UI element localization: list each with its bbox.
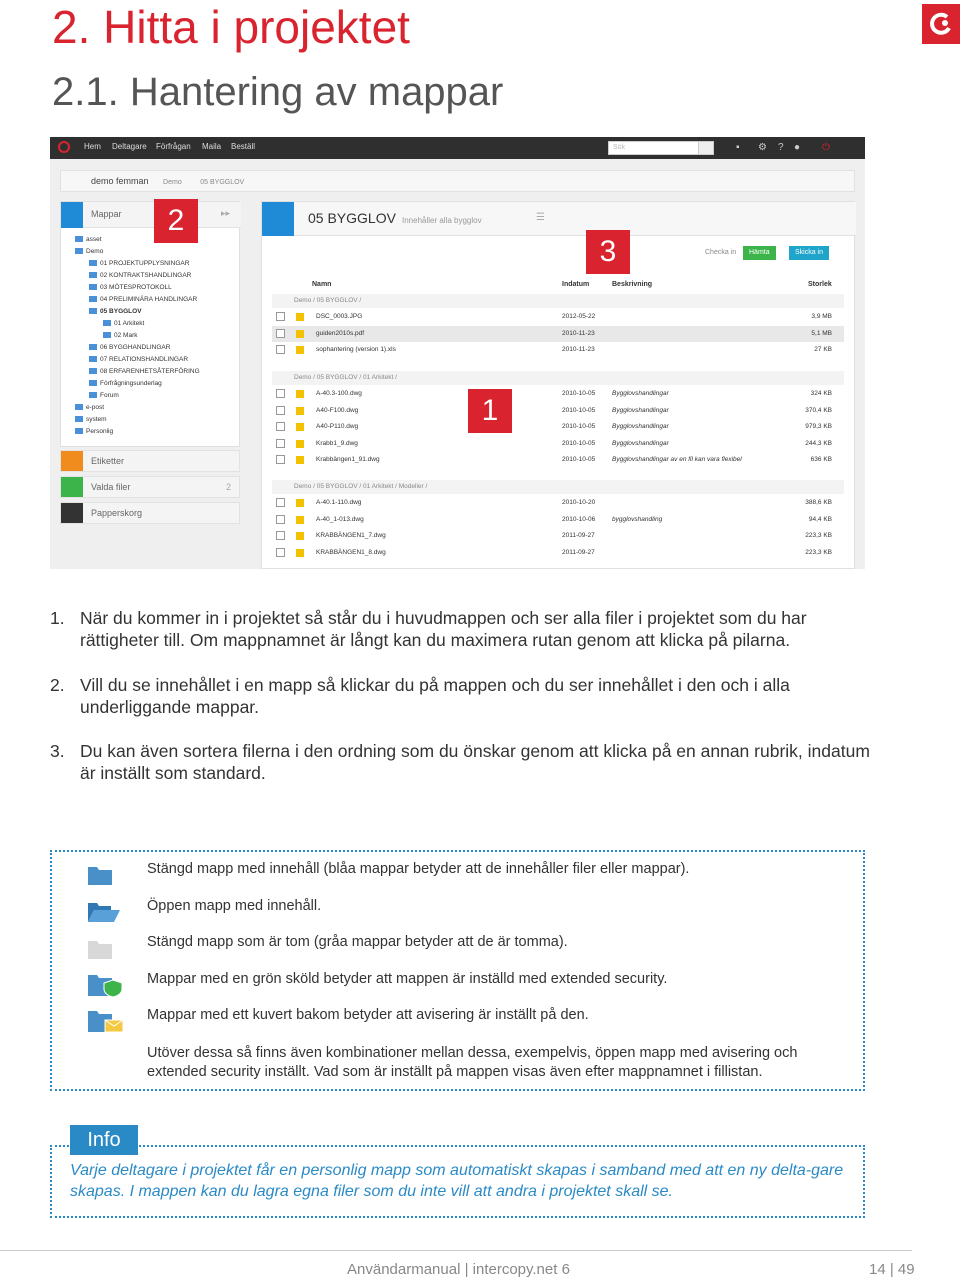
file-size: 388,6 KB — [805, 499, 832, 506]
column-indatum[interactable]: Indatum — [562, 281, 590, 288]
tree-item[interactable]: e-post — [75, 404, 104, 411]
file-name: KRABBÄNGEN1_7.dwg — [316, 532, 386, 539]
file-size: 223,3 KB — [805, 532, 832, 539]
folder-path[interactable]: Demo / 05 BYGGLOV / 01 Arkitekt / — [272, 371, 844, 385]
checkbox[interactable] — [276, 345, 285, 354]
file-name: A-40.3-100.dwg — [316, 390, 362, 397]
page-heading: 2. Hitta i projektet — [52, 1, 410, 53]
checkbox[interactable] — [276, 389, 285, 398]
breadcrumb-folder[interactable]: 05 BYGGLOV — [200, 179, 245, 186]
file-size: 244,3 KB — [805, 439, 832, 447]
checkbox[interactable] — [276, 439, 285, 448]
checkbox[interactable] — [276, 312, 285, 321]
file-icon — [296, 390, 304, 398]
file-date: 2010-10-05 — [562, 439, 596, 447]
top-navbar — [50, 137, 865, 159]
file-row[interactable] — [272, 403, 844, 419]
papperskorg-bar[interactable]: Papperskorg — [60, 502, 240, 524]
shield-folder-icon — [87, 972, 125, 998]
file-icon — [296, 313, 304, 321]
tree-item[interactable]: system — [75, 416, 107, 423]
logout-icon[interactable]: ⏻ — [822, 142, 830, 153]
file-size: 5,1 MB — [811, 329, 832, 337]
file-name: A40-P110.dwg — [316, 423, 359, 430]
file-name: KRABBÄNGEN1_8.dwg — [316, 548, 386, 556]
checkbox[interactable] — [276, 498, 285, 507]
file-date: 2010-10-20 — [562, 499, 596, 506]
legend-text: Öppen mapp med innehåll. — [147, 898, 322, 914]
user-icon[interactable]: ● — [794, 142, 801, 153]
file-row[interactable] — [272, 545, 844, 561]
file-row[interactable] — [272, 512, 844, 528]
tree-item[interactable]: Förfrågningsunderlag — [89, 380, 162, 387]
menu-icon[interactable]: ☰ — [536, 212, 545, 223]
footer-divider — [0, 1250, 912, 1251]
checkbox[interactable] — [276, 515, 285, 524]
file-icon — [296, 407, 304, 415]
file-description: Bygglovshandlingar av en fil kan vara flexibel — [612, 456, 742, 463]
file-row[interactable] — [272, 386, 844, 402]
checkbox[interactable] — [276, 406, 285, 415]
file-name: Krabbängen1_91.dwg — [316, 456, 380, 463]
file-row[interactable] — [272, 528, 844, 544]
file-row[interactable] — [272, 419, 844, 435]
column-namn[interactable]: Namn — [312, 281, 332, 288]
file-name: A40-F100.dwg — [316, 406, 359, 414]
file-date: 2010-10-06 — [562, 515, 596, 523]
file-row[interactable] — [272, 309, 844, 325]
breadcrumb-project[interactable]: demo femman — [91, 176, 149, 186]
file-icon — [296, 532, 304, 540]
file-name: Krabb1_9.dwg — [316, 439, 358, 447]
file-size: 3,9 MB — [811, 313, 832, 320]
info-label: Info — [70, 1125, 138, 1155]
tree-item-selected[interactable]: 05 BYGGLOV — [89, 308, 142, 315]
info-text: Varje deltagare i projektet får en personlig mapp som automatiskt skapas i samband med att en ny delta-gare skapas. I mappen kan du lagra egna filer som du inte vill att andra i projektet skall se. — [70, 1162, 844, 1200]
file-size: 979,3 KB — [805, 423, 832, 430]
nav-deltagare[interactable]: Deltagare — [112, 142, 147, 151]
tree-item[interactable]: 02 Mark — [103, 332, 137, 339]
file-date: 2010-10-05 — [562, 456, 596, 463]
file-date: 2011-09-27 — [562, 532, 595, 539]
file-name: guiden2010s.pdf — [316, 329, 365, 337]
file-row[interactable] — [272, 436, 844, 452]
nav-maila[interactable]: Maila — [202, 142, 222, 151]
tree-item[interactable]: 02 KONTRAKTSHANDLINGAR — [89, 272, 191, 279]
hamta-button[interactable]: Hämta — [743, 246, 776, 260]
folder-panel — [60, 201, 240, 447]
nav-forfragan[interactable]: Förfrågan — [156, 142, 191, 151]
file-size: 223,3 KB — [805, 548, 832, 556]
file-icon — [296, 516, 304, 524]
folder-panel-header — [61, 202, 241, 228]
callout-badge-2: 2 — [154, 199, 198, 243]
app-screenshot — [50, 137, 865, 569]
nav-hem[interactable]: Hem — [84, 142, 101, 151]
closed-folder-icon — [87, 864, 113, 884]
file-icon — [296, 440, 304, 448]
callout-badge-1: 1 — [468, 389, 512, 433]
page-number: 14 | 49 — [869, 1261, 915, 1278]
file-icon — [296, 330, 304, 338]
tree-item[interactable]: 06 BYGGHANDLINGAR — [89, 344, 170, 351]
file-date: 2010-11-23 — [562, 329, 595, 337]
valda-filer-bar[interactable]: Valda filer 2 — [60, 476, 240, 498]
breadcrumb — [60, 170, 855, 192]
checkbox[interactable] — [276, 548, 285, 557]
file-icon — [296, 456, 304, 464]
file-size: 27 KB — [814, 346, 832, 353]
file-icon — [296, 423, 304, 431]
envelope-folder-icon — [87, 1008, 125, 1034]
legend-text: Stängd mapp med innehåll (blåa mappar betyder att de innehåller filer eller mappar). — [147, 861, 690, 877]
tree-item[interactable]: Forum — [89, 392, 119, 399]
file-row[interactable] — [272, 342, 844, 358]
empty-folder-icon — [87, 938, 113, 958]
valda-filer-count: 2 — [225, 482, 231, 492]
file-description: bygglovshandling — [612, 515, 663, 523]
file-description: Bygglovshandlingar — [612, 439, 669, 447]
skicka-in-button[interactable]: Skicka in — [789, 246, 829, 260]
file-icon — [296, 499, 304, 507]
checkbox[interactable] — [276, 329, 285, 338]
file-row[interactable] — [272, 452, 844, 468]
file-date: 2011-09-27 — [562, 548, 595, 556]
file-panel-header — [262, 202, 856, 236]
file-row[interactable] — [272, 326, 844, 342]
file-name: sophantering (version 1).xls — [316, 346, 396, 353]
tree-item[interactable]: 04 PRELIMINÄRA HANDLINGAR — [89, 296, 197, 303]
checkbox[interactable] — [276, 531, 285, 540]
nav-bestall[interactable]: Beställ — [231, 142, 256, 151]
checka-in-button[interactable]: Checka in — [705, 249, 737, 256]
callout-badge-3: 3 — [586, 230, 630, 274]
file-icon — [296, 346, 304, 354]
file-panel — [261, 201, 855, 569]
app-logo-icon — [58, 141, 70, 153]
folder-path[interactable]: Demo / 05 BYGGLOV / — [272, 294, 844, 308]
file-size: 636 KB — [810, 456, 832, 463]
file-icon — [296, 549, 304, 557]
folder-path[interactable]: Demo / 05 BYGGLOV / 01 Arkitekt / Modeller / — [272, 480, 844, 494]
footer-text: Användarmanual | intercopy.net 6 — [347, 1261, 570, 1278]
file-size: 94,4 KB — [808, 515, 832, 523]
open-folder-icon — [87, 900, 113, 920]
legend-text: Stängd mapp som är tom (gråa mappar betyder att de är tomma). — [147, 934, 568, 950]
tree-item[interactable]: asset — [75, 236, 102, 243]
folder-panel-title: Mappar — [91, 209, 122, 219]
section-heading: 2.1. Hantering av mappar — [52, 70, 504, 114]
tree-item[interactable]: Personlig — [75, 428, 113, 435]
tag-icon — [61, 451, 83, 471]
tree-item[interactable]: 08 ERFARENHETSÅTERFÖRING — [89, 368, 200, 375]
file-name: DSC_0003.JPG — [316, 313, 363, 320]
checkbox[interactable] — [276, 422, 285, 431]
trash-icon — [61, 503, 83, 523]
file-size: 324 KB — [810, 390, 832, 397]
file-name: A-40.1-110.dwg — [316, 499, 362, 506]
folder-description: Innehåller alla bygglov — [402, 216, 482, 225]
column-beskrivning[interactable]: Beskrivning — [612, 281, 653, 288]
intercopy-logo — [922, 4, 960, 44]
legend-text: Mappar med en grön sköld betyder att mappen är inställd med extended security. — [147, 971, 668, 987]
file-name: A-40_1-013.dwg — [316, 515, 364, 523]
file-row[interactable] — [272, 495, 844, 511]
help-icon[interactable]: ? — [778, 142, 784, 153]
folder-title: 05 BYGGLOV — [308, 210, 396, 226]
file-date: 2010-10-05 — [562, 390, 596, 397]
search-input[interactable]: Sök — [608, 141, 712, 155]
tree-item[interactable]: 01 PROJEKTUPPLYSNINGAR — [89, 260, 189, 267]
legend-note: Utöver dessa så finns även kombinationer mellan dessa, exempelvis, öppen mapp med avisering och extended security inställt. Vad som är inställt på mappen visas även efter mappnamnet i fillistan. — [147, 1045, 798, 1080]
tree-item[interactable]: 03 MÖTESPROTOKOLL — [89, 284, 172, 291]
etiketter-bar[interactable]: Etiketter — [60, 450, 240, 472]
file-date: 2010-10-05 — [562, 406, 596, 414]
expand-arrows-icon[interactable]: ▸▸ — [221, 208, 231, 218]
file-size: 370,4 KB — [805, 406, 832, 414]
file-description: Bygglovshandlingar — [612, 406, 669, 414]
search-icon[interactable] — [698, 141, 714, 155]
file-description: Bygglovshandlingar — [612, 390, 669, 397]
file-description: Bygglovshandlingar — [612, 423, 669, 430]
column-storlek[interactable]: Storlek — [808, 281, 832, 288]
file-date: 2010-11-23 — [562, 346, 595, 353]
legend-text: Mappar med ett kuvert bakom betyder att avisering är inställt på den. — [147, 1007, 589, 1023]
tree-item[interactable]: Demo — [75, 248, 103, 255]
file-date: 2010-10-05 — [562, 423, 596, 430]
folder-legend-box — [50, 850, 865, 1091]
message-icon[interactable]: ▪ — [736, 142, 740, 153]
checkbox[interactable] — [276, 455, 285, 464]
check-icon — [61, 477, 83, 497]
open-folder-icon — [262, 202, 294, 236]
folders-icon — [61, 202, 83, 228]
tree-item[interactable]: 01 Arkitekt — [103, 320, 144, 327]
file-date: 2012-05-22 — [562, 313, 596, 320]
tree-item[interactable]: 07 RELATIONSHANDLINGAR — [89, 356, 188, 363]
breadcrumb-demo[interactable]: Demo — [163, 179, 182, 186]
gear-icon[interactable]: ⚙ — [758, 142, 767, 153]
